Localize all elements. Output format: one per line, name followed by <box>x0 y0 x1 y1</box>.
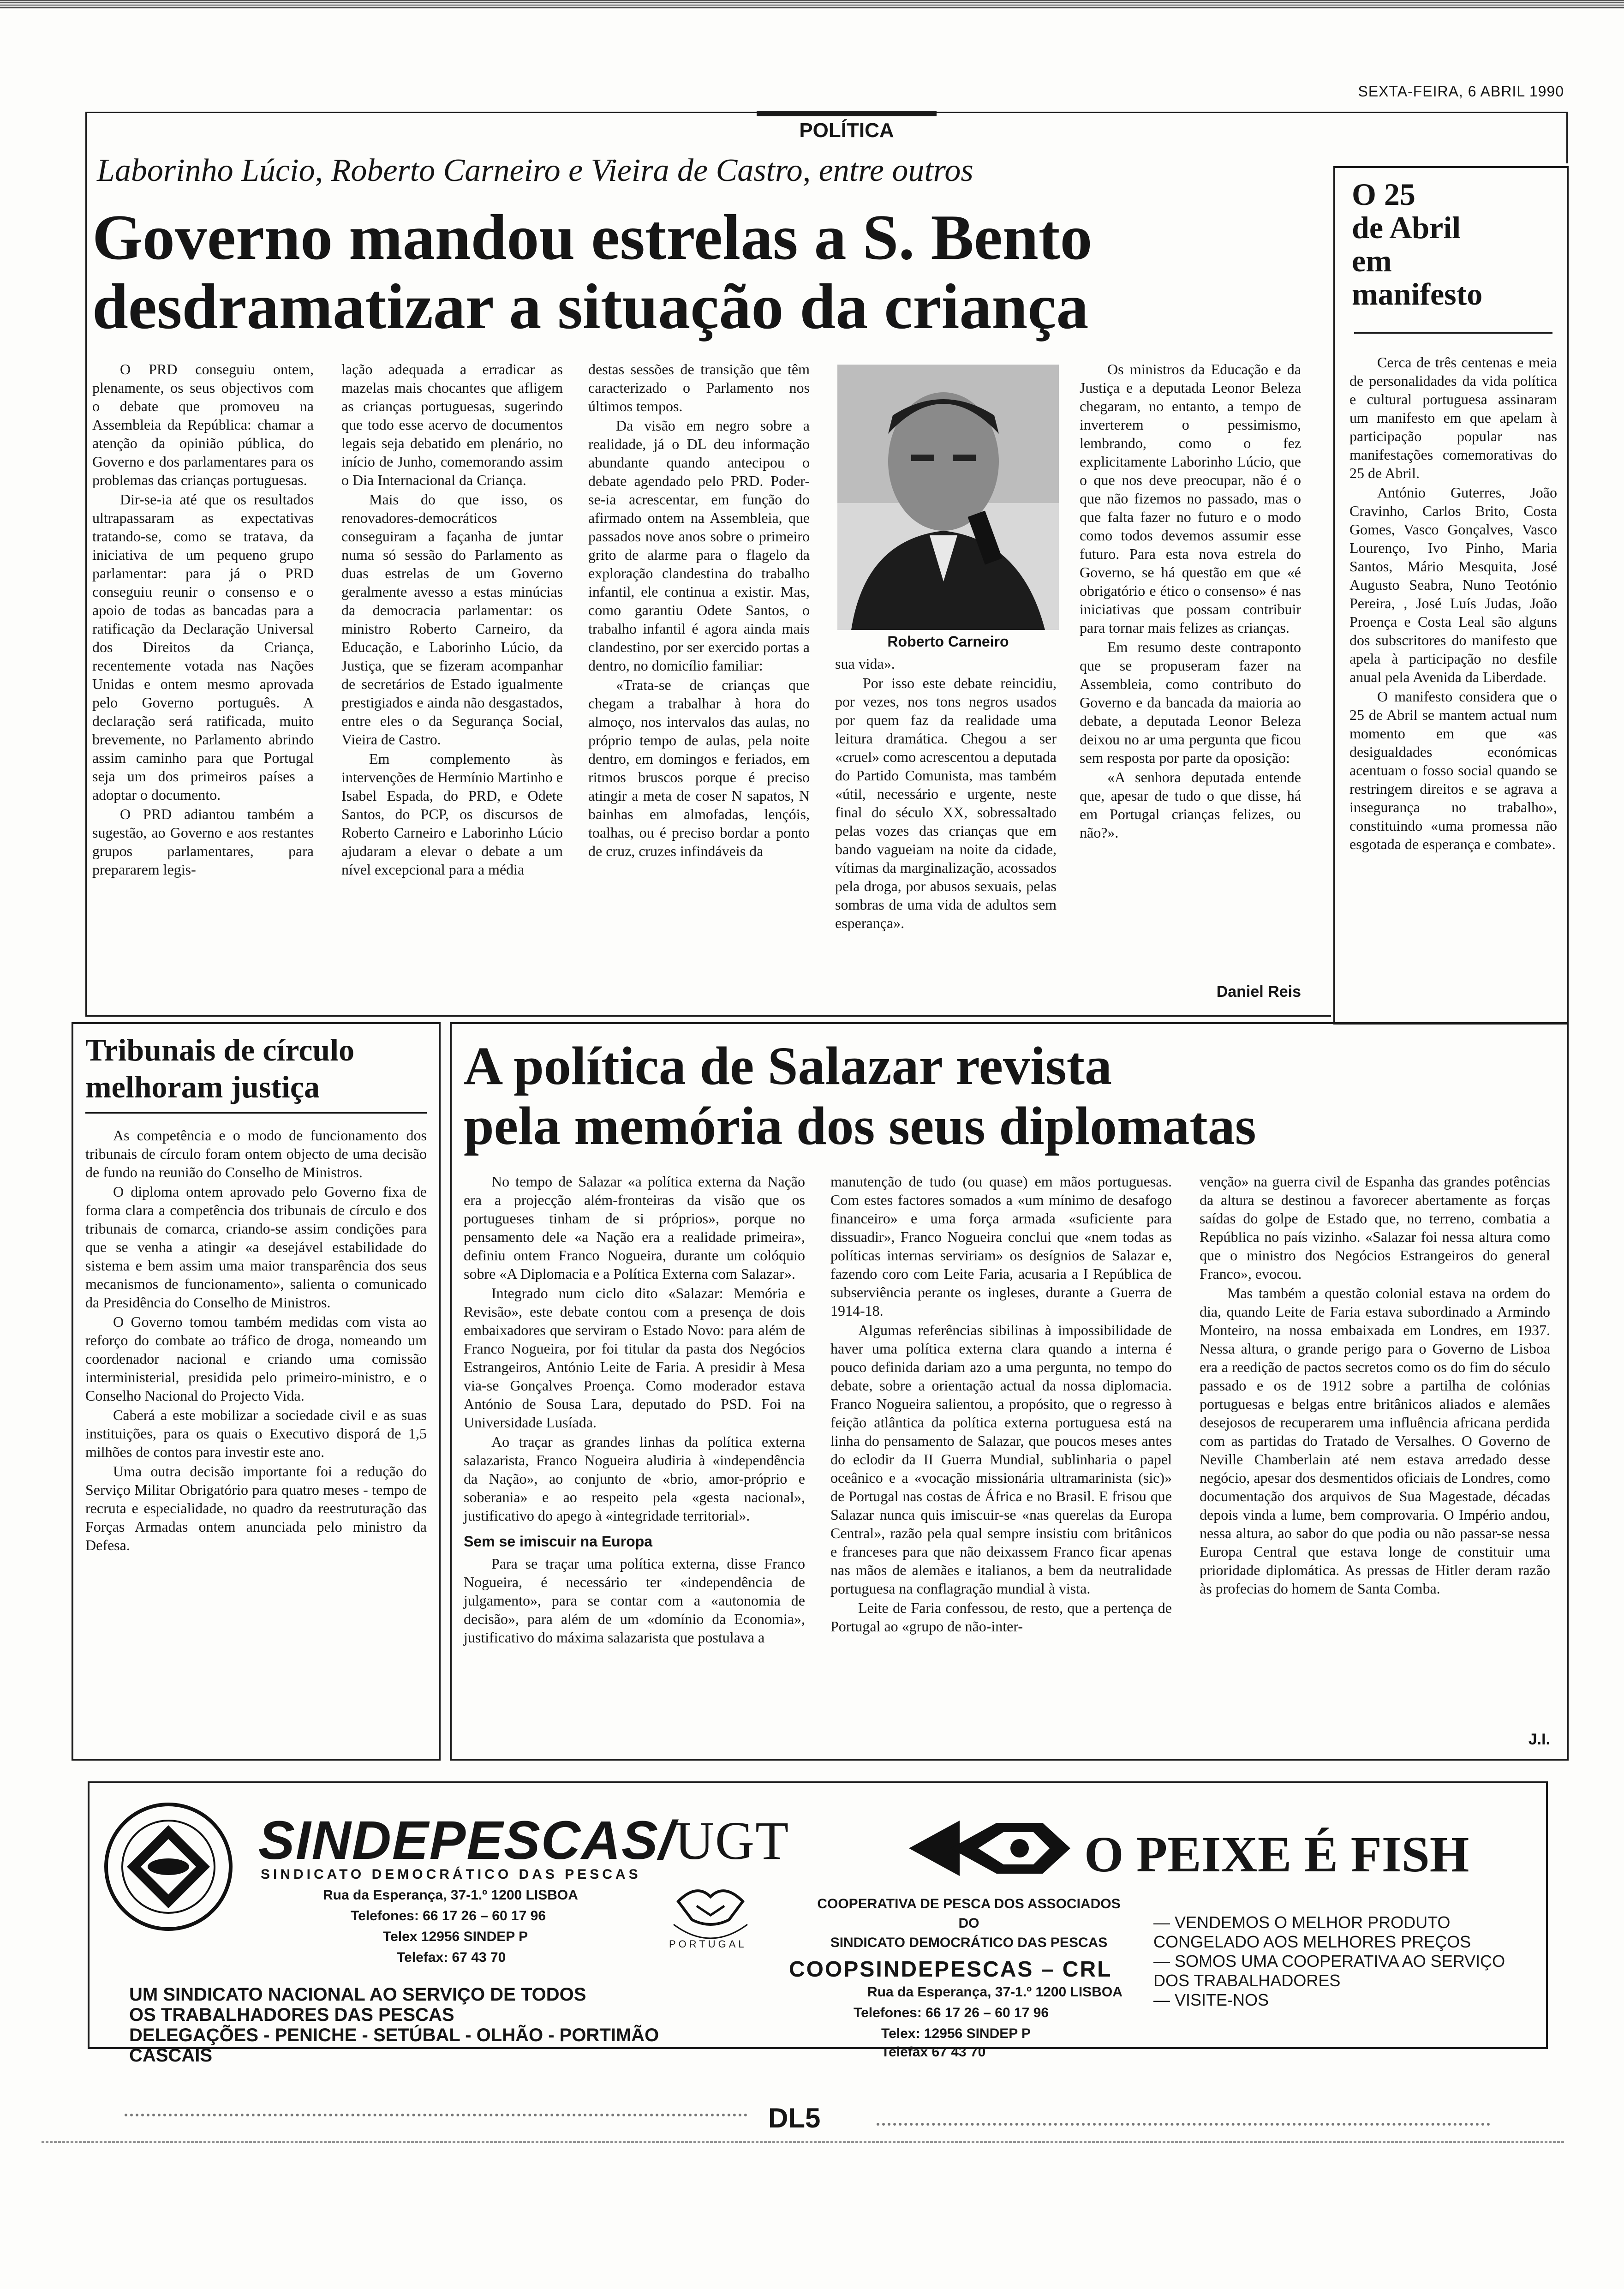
coop-telefax: Telefax 67 43 70 <box>881 2044 986 2060</box>
sidebar-text <box>1349 353 1557 854</box>
ad-right-line: — VENDEMOS O MELHOR PRODUTO <box>1153 1913 1451 1932</box>
paragraph: manutenção de tudo (ou quase) em mãos portuguesas. Com estes factores somados a «um mínimo de desafogo financeiro» e uma força armada «suficiente para dissuadir», Franco Nogueira conclui que «nem todas as políticas internas serviriam» os desígnios de Salazar e, fazendo coro com Leite Faria, acusaria a I República de subserviência perante os ingleses, durante a Guerra de 1914-18. <box>830 1173 1172 1319</box>
paragraph: Por isso este debate reincidiu, por vezes, nos tons negros usados por quem faz da realidade uma leitura dramática. Chegou a ser «cruel» como acrescentou a deputada do Partido Comunista, mas também «útil, necessário e urgente, neste final do século XX, sobressaltado pelas vozes das crianças que em bando vagueiam na noite da cidade, vítimas da marginalização, acossados pela droga, por abusos sexuais, pelas sombras de uma vida de adultos sem esperança». <box>835 675 1057 931</box>
salazar-subheading: Sem se imiscuir na Europa <box>464 1533 653 1550</box>
paragraph: Em complemento às intervenções de Hermínio Martinho e Isabel Espada, do PRD, e Odete Santos, do PCP, os discursos de Roberto Carneiro e Laborinho Lúcio ajudaram a elevar o debate a um nível excepcional para a média <box>341 750 563 878</box>
sidebar-title-line: manifesto <box>1352 276 1483 312</box>
paragraph: O manifesto considera que o 25 de Abril se mantem actual num momento em que «as desigualdades económicas acentuam o fosso social quando se restringem direitos e se agrava a insegurança no trabalho», constituindo «uma promessa não esgotada de esperança e combate». <box>1349 688 1557 852</box>
main-col-5 <box>1080 360 1301 843</box>
ugt-seal-text: PORTUGAL <box>669 1938 747 1950</box>
photo-caption: Roberto Carneiro <box>887 633 1009 650</box>
paragraph: O PRD adiantou também a sugestão, ao Governo e aos restantes grupos parlamentares, para prepararem legis- <box>92 806 314 878</box>
salazar-col-2 <box>830 1172 1172 1636</box>
tribunais-title-line-2: melhoram justiça <box>85 1069 320 1104</box>
ad-left-line: DELEGAÇÕES - PENICHE - SETÚBAL - OLHÃO - PORTIMÃO <box>129 2025 659 2045</box>
main-frame-bottom <box>85 1015 1331 1017</box>
ad-union-name: SINDICATO DEMOCRÁTICO DAS PESCAS <box>261 1867 641 1882</box>
ad-right-line: DOS TRABALHADORES <box>1153 1971 1341 1990</box>
paragraph: Os ministros da Educação e da Justiça e a deputada Leonor Beleza chegaram, no entanto, a tempo de inverterem o pessimismo, lembrando, como o fez explicitamente Laborinho Lúcio, que o que nos deve preocupar, não é o que não fizemos no passado, mas o que falta fazer no futuro e o modo como todos devemos assumir esse futuro. Para esta nova estrela do Governo, se há questão em que «é obrigatório e ético o consenso» é nas iniciativas que possam contribuir para tornar mais felizes as crianças. <box>1080 361 1301 636</box>
coop-telex: Telex: 12956 SINDEP P <box>881 2026 1031 2041</box>
sidebar-title-line: de Abril <box>1352 210 1461 245</box>
paragraph: No tempo de Salazar «a política externa da Nação era a projecção além-fronteiras da visão que os portugueses tinham de si próprios», porque no pensamento dele «a Nação era a realidade primeira», definiu ontem Franco Nogueira, durante um colóquio sobre «A Diplomacia e a Política Externa com Salazar». <box>464 1173 805 1282</box>
main-col-2 <box>341 360 563 880</box>
footer-dotted-line <box>125 2114 747 2121</box>
paragraph: Em resumo deste contraponto que se propuseram fazer na Assembleia, como contributo do Governo e da bancada da maioria ao debate, a deputada Leonor Beleza deixou no ar uma pergunta que ficou sem resposta por parte da oposição: <box>1080 639 1301 766</box>
ad-right-list <box>1153 1913 1536 2010</box>
footer-bleed-line <box>42 2141 1564 2145</box>
paragraph: «A senhora deputada entende que, apesar de tudo o que disse, há em Portugal crianças felizes, ou não?». <box>1080 769 1301 841</box>
tribunais-text <box>85 1126 427 1555</box>
ad-telefax: Telefax: 67 43 70 <box>397 1950 506 1965</box>
paragraph: Uma outra decisão importante foi a redução do Serviço Militar Obrigatório para quatro meses - tempo de recruta e especialidade, no quadro da reestruturação das Forças Armadas ontem anunciada pelo ministro da Defesa. <box>85 1463 427 1553</box>
ad-left-bottom <box>129 1984 659 2066</box>
main-article-kicker: Laborinho Lúcio, Roberto Carneiro e Vieira de Castro, entre outros <box>97 153 973 188</box>
paragraph: Cerca de três centenas e meia de personalidades da vida política e cultural portuguesa assinaram um manifesto em que apelam à participação popular nas manifestações comemorativas do 25 de Abril. <box>1349 354 1557 481</box>
paragraph: O PRD conseguiu ontem, plenamente, os seus objectivos com o debate que promoveu na Assembleia da República: chamar a atenção da opinião pública, do Governo e dos parlamentares para os problemas das crianças portuguesas. <box>92 361 314 488</box>
sidebar-title-rule <box>1354 332 1552 334</box>
salazar-title-line-2: pela memória dos seus diplomatas <box>464 1096 1256 1156</box>
ad-right-line: CONGELADO AOS MELHORES PREÇOS <box>1153 1932 1471 1951</box>
coop-line: COOPERATIVA DE PESCA DOS ASSOCIADOS <box>817 1896 1121 1911</box>
scan-edge-lines <box>0 0 1624 9</box>
section-bar <box>757 111 937 116</box>
coop-phones: Telefones: 66 17 26 – 60 17 96 <box>854 2005 1049 2020</box>
paragraph: Caberá a este mobilizar a sociedade civil e as suas instituições, para os quais o Executivo disporá de 1,5 milhões de contos para investir este ano. <box>85 1407 427 1460</box>
paragraph: Ao traçar as grandes linhas da política externa salazarista, Franco Nogueira aludiria à «independência da Nação», ao conjunto de «brio, amor-próprio e soberania» e ao respeito pela «gesta nacional», justificativo do apego à «integridade territorial». <box>464 1433 805 1524</box>
paragraph: Leite de Faria confessou, de resto, que a pertença de Portugal ao «grupo de não-inter- <box>830 1600 1172 1635</box>
footer-dotted-line-right <box>877 2123 1490 2130</box>
footer-page-mark: DL5 <box>768 2103 821 2133</box>
salazar-title <box>464 1036 1256 1156</box>
paragraph: Mas também a questão colonial estava na ordem do dia, quando Leite de Faria estava subordinado a Armindo Monteiro, na nossa embaixada em Londres, em 1937. Nessa altura, o grande perigo para o Governo de Lisboa era a reedição de pactos secretos como os do fim do século passado e os de 1912 sobre a partilha de colónias portuguesas e belgas entre britânicos aliados e alemães desejosos de recuperarem uma influência africana perdida com as partidas do Tratado de Versalhes. O Governo de Neville Chamberlain até nem estava arredado desse negócio, apesar dos desmentidos oficiais de Londres, como documentação dos arquivos de Sua Magestade, décadas depois vinda a lume, bem comprovaria. O Império andou, nessa altura, ao sabor do que podia ou não passar-se nessa Europa Central que estava longe de constituir uma prioridade diplomática. As pressas de Hitler deram razão às profecias do homem de Santa Comba. <box>1200 1285 1550 1597</box>
paragraph: O diploma ontem aprovado pelo Governo fixa de forma clara a competência dos tribunais de círculo e dos tribunais de comarca, criando-se assim condições para que se venha a atingir «a desejável estabilidade do sistema e bem assim uma maior transparência dos seus mecanismos de funcionamento», salienta o comunicado da Presidência do Conselho de Ministros. <box>85 1183 427 1311</box>
paragraph: O Governo tomou também medidas com vista ao reforço do combate ao tráfico de droga, nomeando um coordenador nacional e criando uma comissão interministerial, presidida pelo primeiro-ministro, e o Conselho Nacional do Projecto Vida. <box>85 1313 427 1404</box>
union-crest-icon <box>102 1800 235 1934</box>
sidebar-title-line: em <box>1352 243 1392 278</box>
paragraph: Integrado num ciclo dito «Salazar: Memória e Revisão», este debate contou com a presença de dois embaixadores que serviram o Estado Novo: para além de Franco Nogueira, por foi titular da pasta dos Negócios Estrangeiros, António Leite de Faria. A presidir à Mesa via-se Gonçalves Proença. Como moderador estava António de Sousa Lara, deputado do PSD. Foi na Universidade Lusíada. <box>464 1285 805 1431</box>
page-date: SEXTA-FEIRA, 6 ABRIL 1990 <box>1358 83 1564 100</box>
coop-address: Rua da Esperança, 37-1.º 1200 LISBOA <box>867 1984 1122 2000</box>
coop-name: COOPSINDEPESCAS – CRL <box>789 1957 1112 1982</box>
ad-left-line: UM SINDICATO NACIONAL AO SERVIÇO DE TODOS <box>129 1984 586 2005</box>
ad-right-line: — SOMOS UMA COOPERATIVA AO SERVIÇO <box>1153 1952 1505 1971</box>
sidebar-title <box>1352 178 1555 311</box>
paragraph: destas sessões de transição que têm caracterizado o Parlamento nos últimos tempos. <box>588 361 810 414</box>
tribunais-title-rule <box>85 1112 427 1114</box>
fish-slogan: O PEIXE É FISH <box>1084 1826 1469 1882</box>
paragraph: Dir-se-ia até que os resultados ultrapassaram as expectativas tratando-se, como se tratava, da iniciativa de um pequeno grupo parlamentar: para já o PRD conseguiu reunir o consenso e o apoio de todas as bancadas para a ratificação da Declaração Universal dos Direitos da Criança, recentemente votada nas Nações Unidas e ontem mesmo aprovada pelo Governo português. A declaração será ratificada, muito brevemente, no Parlamento abrindo assim caminho para que Portugal seja um dos primeiros países a adoptar o documento. <box>92 491 314 803</box>
ad-left-line: OS TRABALHADORES DAS PESCAS <box>129 2005 454 2025</box>
paragraph: António Guterres, João Cravinho, Carlos Brito, Costa Gomes, Vasco Gonçalves, Vasco Lourenço, Ivo Pinho, Maria Santos, Mário Mesquita, José Augusto Seabra, Nuno Teotónio Pereira, , José Luís Judas, João Proença e Costa Leal são alguns dos subscritores do manifesto que apela à participação no desfile anual pela Avenida da Liberdade. <box>1349 484 1557 685</box>
ad-logo-ugt: UGT <box>675 1810 790 1871</box>
main-signature: Daniel Reis <box>1216 983 1301 1001</box>
main-frame-left <box>85 112 87 1016</box>
tribunais-title-line-1: Tribunais de círculo <box>85 1032 355 1067</box>
tribunais-title <box>85 1031 427 1105</box>
salazar-signature: J.I. <box>1528 1731 1550 1748</box>
paragraph: Da visão em negro sobre a realidade, já o DL deu informação abundante quando antecipou o debate agendado pelo PRD. Poder-se-ia acrescentar, em função do afirmado ontem na Assembleia, que passados nove anos sobre o primeiro grito de alarme para o flagelo da exploração clandestina do trabalho infantil, ele continua a existir. Mas, como garantiu Odete Santos, o trabalho infantil é agora ainda mais clandestino, por ser exercido portas a dentro, no domicílio familiar: <box>588 417 810 674</box>
ad-phones: Telefones: 66 17 26 – 60 17 96 <box>351 1908 546 1923</box>
paragraph: lação adequada a erradicar as mazelas mais chocantes que afligem as crianças portuguesas, sugerindo que todo esse acervo de documentos legais seja debatido em plenário, no início de Junho, comemorando assim o Dia Internacional da Criança. <box>341 361 563 488</box>
coop-line: DO <box>958 1916 979 1931</box>
main-col-4 <box>835 654 1057 933</box>
ad-logo-sindepescas: SINDEPESCAS/ <box>258 1810 675 1871</box>
paragraph: Mais do que isso, os renovadores-democráticos conseguiram a façanha de juntar numa só sessão do Parlamento as duas estrelas de um Governo geralmente avesso a estas minúcias da democracia parlamentar: os ministro Roberto Carneiro, da Educação, e Laborinho Lúcio, da Justiça, que se fizeram acompanhar de secretários de Estado igualmente prestigiados e ainda não desgastados, entre eles o da Segurança Social, Vieira de Castro. <box>341 491 563 748</box>
paragraph: «Trata-se de crianças que chegam a trabalhar à hora do almoço, nos intervalos das aulas, no próprio tempo de aulas, pela noite dentro, em domingos e feriados, em ritmos bruscos porque é preciso atingir a meta de coser N sapatos, N bainhas em almofadas, lençóis, toalhas, ou é preciso bordar a ponto de cruz, cruzes infindáveis da <box>588 677 810 859</box>
paragraph: As competência e o modo de funcionamento dos tribunais de círculo foram ontem objecto de uma decisão de fundo na reunião do Conselho de Ministros. <box>85 1127 427 1180</box>
portrait-photo <box>837 365 1059 630</box>
paragraph: sua vida». <box>835 655 895 672</box>
coop-lines <box>784 1894 1153 1953</box>
main-frame-right <box>1566 112 1568 163</box>
section-label: POLÍTICA <box>799 119 894 142</box>
portrait-figure <box>837 365 1059 630</box>
paragraph: venção» na guerra civil de Espanha das grandes potências da altura se destinou a favorecer abertamente as forças saídas do golpe de Estado que, no terreno, combatia a República no país vizinho. «Salazar foi nessa altura como que o ministro dos Negócios Estrangeiros do general Franco», evocou. <box>1200 1173 1550 1282</box>
fish-logo-icon <box>904 1818 1080 1878</box>
paragraph: Algumas referências sibilinas à impossibilidade de haver uma política externa clara quando a interna é pouco definida dariam azo a uma pergunta, no tempo do debate, sobre a orientação actual da nossa diplomacia. Franco Nogueira salientou, a propósito, que o regresso à feição atlântica da política externa portuguesa está na linha do pensamento de Salazar, que poucos meses antes do eclodir da II Guerra Mundial, sublinharia o papel oceânico e a «vocação missionária ultramarinista (sic)» de Portugal nas costas de África e no Brasil. E frisou que Salazar nunca quis imiscuir-se «nas querelas da Europa Central», razão pela qual sempre insistiu com britânicos e franceses para que não deixassem Franco ficar apenas nas mãos de alemães e italianos, a bem da neutralidade portuguesa na conflagração mundial à vista. <box>830 1322 1172 1597</box>
salazar-title-line-1: A política de Salazar revista <box>464 1036 1112 1096</box>
paragraph: Para se traçar uma política externa, disse Franco Nogueira, é necessário ter «independência de julgamento», para se contar com a «autonomia de decisão», para além de um «domínio da Economia», justificativo do máxima salazarista que postulava a <box>464 1555 805 1646</box>
main-col-1 <box>92 360 314 880</box>
handshake-icon <box>664 1874 757 1947</box>
main-title-line-2: desdramatizar a situação da criança <box>92 271 1089 342</box>
coop-line: SINDICATO DEMOCRÁTICO DAS PESCAS <box>830 1935 1108 1950</box>
salazar-col-3 <box>1200 1172 1550 1599</box>
ad-right-line: — VISITE-NOS <box>1153 1990 1269 2009</box>
main-title-line-1: Governo mandou estrelas a S. Bento <box>92 202 1093 273</box>
ad-logo <box>258 1809 789 1872</box>
ad-telex: Telex 12956 SINDEP P <box>383 1929 528 1944</box>
salazar-col-1 <box>464 1172 805 1648</box>
main-col-3 <box>588 360 810 861</box>
ad-address: Rua da Esperança, 37-1.º 1200 LISBOA <box>323 1888 578 1903</box>
ad-left-line: CASCAIS <box>129 2045 213 2066</box>
sidebar-title-line: O 25 <box>1352 177 1415 212</box>
main-article-title <box>92 203 1092 342</box>
